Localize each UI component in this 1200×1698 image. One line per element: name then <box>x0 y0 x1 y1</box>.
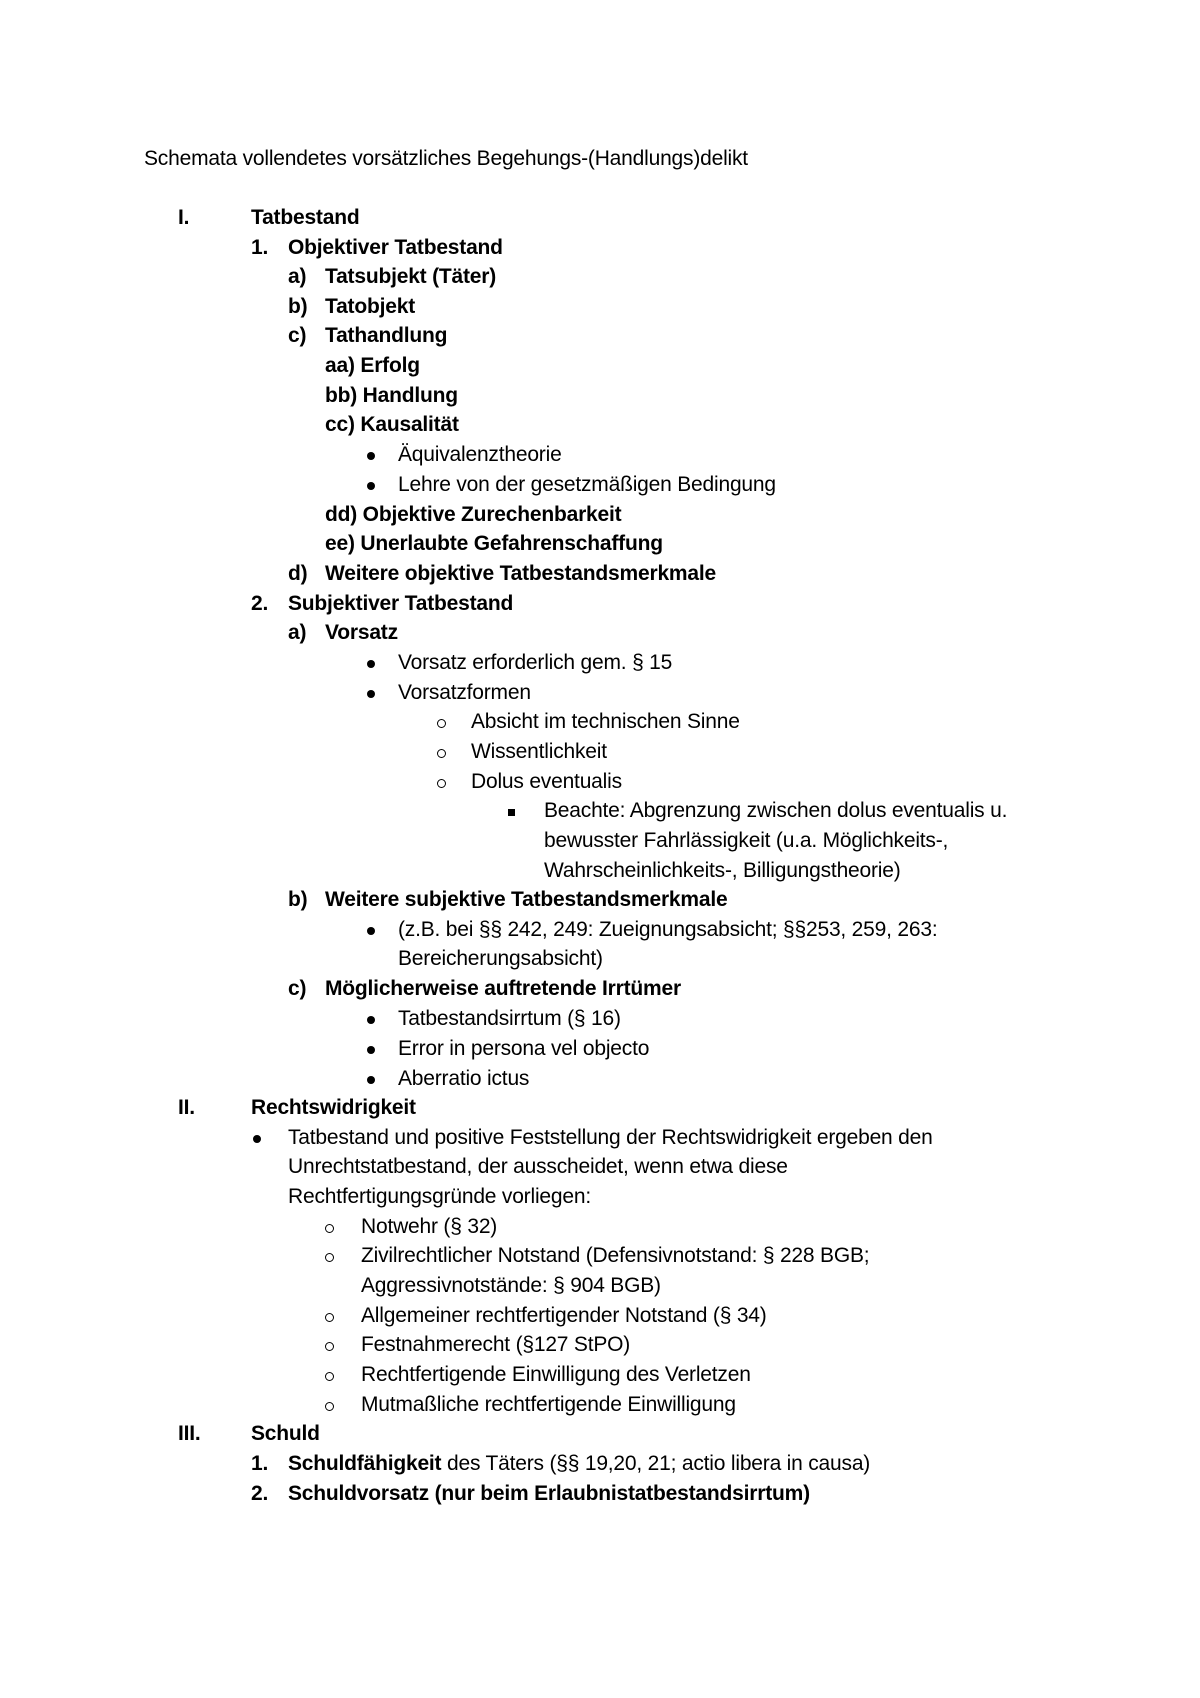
bullet-icon <box>253 1135 261 1143</box>
bullet-aberratio-ictus: Aberratio ictus <box>398 1067 530 1090</box>
circle-bullet-icon <box>325 1372 334 1381</box>
item-irrtuemer: Möglicherweise auftretende Irrtümer <box>325 977 681 1000</box>
reason-mutmassliche-einwilligung: Mutmaßliche rechtfertigende Einwilligung <box>361 1393 736 1416</box>
square-bullet-icon <box>508 809 515 816</box>
intro-line-3: Rechtfertigungsgründe vorliegen: <box>288 1185 591 1208</box>
item-letter-b: b) <box>288 888 308 911</box>
bullet-lehre-bedingung: Lehre von der gesetzmäßigen Bedingung <box>398 473 776 496</box>
item-weitere-subjektive-merkmale: Weitere subjektive Tatbestandsmerkmale <box>325 888 728 911</box>
note-line-2: bewusster Fahrlässigkeit (u.a. Möglichkeits-, <box>544 829 949 852</box>
subsection-number-1: 1. <box>251 236 269 259</box>
subitem-gefahrenschaffung: ee) Unerlaubte Gefahrenschaffung <box>325 532 663 555</box>
subsection-heading-subjektiver-tatbestand: Subjektiver Tatbestand <box>288 592 514 615</box>
item-letter-a: a) <box>288 621 307 644</box>
circle-bullet-icon <box>325 1253 334 1262</box>
bullet-vorsatz-erforderlich: Vorsatz erforderlich gem. § 15 <box>398 651 673 674</box>
circle-bullet-icon <box>437 779 446 788</box>
bullet-error-in-persona: Error in persona vel objecto <box>398 1037 650 1060</box>
form-wissentlichkeit: Wissentlichkeit <box>471 740 607 763</box>
subsection-number-1: 1. <box>251 1452 269 1475</box>
item-schuldfaehigkeit-strong: Schuldfähigkeit <box>288 1452 442 1475</box>
item-schuldfaehigkeit <box>288 1449 870 1479</box>
circle-bullet-icon <box>437 749 446 758</box>
subsection-number-2: 2. <box>251 1482 269 1505</box>
section-heading-schuld: Schuld <box>251 1422 320 1445</box>
subsection-number-2: 2. <box>251 592 269 615</box>
bullet-icon <box>367 1076 375 1084</box>
document-title: Schemata vollendetes vorsätzliches Begehungs-(Handlungs)delikt <box>144 147 748 170</box>
section-heading-tatbestand: Tatbestand <box>251 206 360 229</box>
bullet-icon <box>367 452 375 460</box>
form-absicht: Absicht im technischen Sinne <box>471 710 740 733</box>
bullet-icon <box>367 1046 375 1054</box>
item-weitere-objektive-merkmale: Weitere objektive Tatbestandsmerkmale <box>325 562 716 585</box>
item-schuldvorsatz: Schuldvorsatz (nur beim Erlaubnistatbestandsirrtum) <box>288 1482 810 1505</box>
item-tathandlung: Tathandlung <box>325 324 448 347</box>
item-tatobjekt: Tatobjekt <box>325 295 415 318</box>
bullet-vorsatzformen: Vorsatzformen <box>398 681 531 704</box>
reason-einwilligung: Rechtfertigende Einwilligung des Verletzen <box>361 1363 751 1386</box>
subitem-handlung: bb) Handlung <box>325 384 458 407</box>
item-letter-b: b) <box>288 295 308 318</box>
bullet-icon <box>367 690 375 698</box>
item-vorsatz: Vorsatz <box>325 621 398 644</box>
item-letter-c: c) <box>288 324 307 347</box>
intro-line-2: Unrechtstatbestand, der ausscheidet, wenn etwa diese <box>288 1155 788 1178</box>
section-heading-rechtswidrigkeit: Rechtswidrigkeit <box>251 1096 416 1119</box>
reason-zivilrechtlicher-notstand: Zivilrechtlicher Notstand (Defensivnotstand: § 228 BGB; <box>361 1244 870 1267</box>
circle-bullet-icon <box>437 719 446 728</box>
subitem-erfolg: aa) Erfolg <box>325 354 420 377</box>
circle-bullet-icon <box>325 1402 334 1411</box>
subitem-kausalitaet: cc) Kausalität <box>325 413 459 436</box>
section-number-iii: III. <box>178 1422 201 1445</box>
bullet-icon <box>367 482 375 490</box>
note-line-1: Beachte: Abgrenzung zwischen dolus eventualis u. <box>544 799 1008 822</box>
bullet-aequivalenztheorie: Äquivalenztheorie <box>398 443 562 466</box>
form-dolus-eventualis: Dolus eventualis <box>471 770 622 793</box>
bullet-icon <box>367 927 375 935</box>
item-tatsubjekt: Tatsubjekt (Täter) <box>325 265 497 288</box>
bullet-icon <box>367 660 375 668</box>
circle-bullet-icon <box>325 1313 334 1322</box>
subitem-objektive-zurechenbarkeit: dd) Objektive Zurechenbarkeit <box>325 503 622 526</box>
reason-allgemeiner-notstand: Allgemeiner rechtfertigender Notstand (§ 34) <box>361 1304 767 1327</box>
reason-zivilrechtlicher-notstand-cont: Aggressivnotstände: § 904 BGB) <box>361 1274 661 1297</box>
reason-notwehr: Notwehr (§ 32) <box>361 1215 498 1238</box>
note-line-3: Wahrscheinlichkeits-, Billigungstheorie) <box>544 859 901 882</box>
section-number-i: I. <box>178 206 190 229</box>
bullet-icon <box>367 1016 375 1024</box>
bullet-beispiele-line-1: (z.B. bei §§ 242, 249: Zueignungsabsicht; §§253, 259, 263: <box>398 918 938 941</box>
item-letter-a: a) <box>288 265 307 288</box>
subsection-heading-objektiver-tatbestand: Objektiver Tatbestand <box>288 236 503 259</box>
section-number-ii: II. <box>178 1096 195 1119</box>
item-letter-c: c) <box>288 977 307 1000</box>
intro-line-1: Tatbestand und positive Feststellung der Rechtswidrigkeit ergeben den <box>288 1126 933 1149</box>
circle-bullet-icon <box>325 1342 334 1351</box>
item-schuldfaehigkeit-rest: des Täters (§§ 19,20, 21; actio libera in causa) <box>441 1452 871 1475</box>
item-letter-d: d) <box>288 562 308 585</box>
circle-bullet-icon <box>325 1224 334 1233</box>
bullet-tatbestandsirrtum: Tatbestandsirrtum (§ 16) <box>398 1007 621 1030</box>
bullet-beispiele-line-2: Bereicherungsabsicht) <box>398 947 603 970</box>
reason-festnahmerecht: Festnahmerecht (§127 StPO) <box>361 1333 631 1356</box>
